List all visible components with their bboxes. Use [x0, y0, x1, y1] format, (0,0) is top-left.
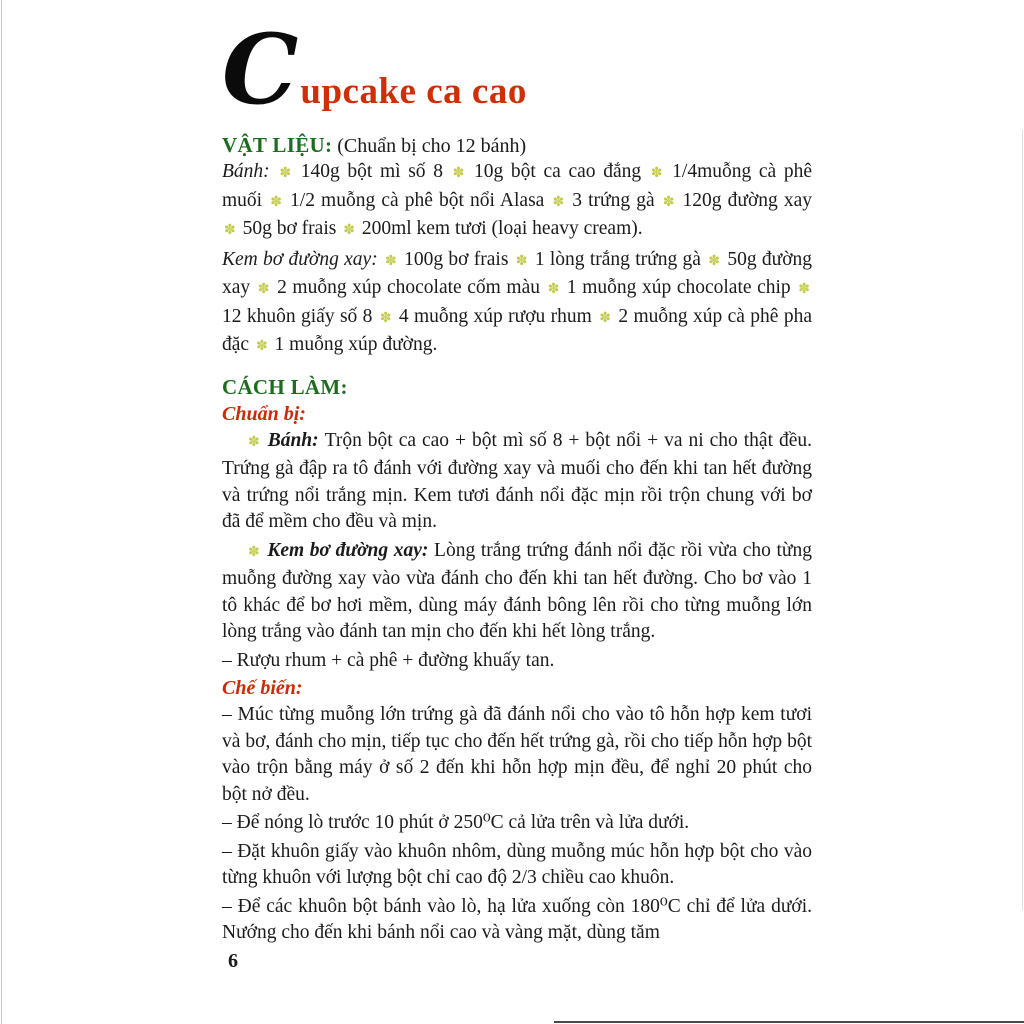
- star-separator-icon: ✽: [650, 166, 663, 181]
- star-separator-icon: ✽: [708, 253, 721, 269]
- method-paragraph: – Để các khuôn bột bánh vào lò, hạ lửa xuống còn 180⁰C chỉ để lửa dưới. Nướng cho đến khi bánh nổi cao và vàng mặt, dùng tăm: [222, 895, 812, 943]
- star-separator-icon: ✽: [599, 310, 611, 326]
- scan-edge-bottom: [554, 1021, 1024, 1023]
- method-paragraph-lead: Bánh:: [267, 429, 325, 451]
- star-separator-icon: ✽: [343, 223, 355, 238]
- star-separator-icon: ✽: [248, 544, 260, 560]
- materials-note: (Chuẩn bị cho 12 bánh): [337, 135, 527, 157]
- page-title: [222, 13, 812, 126]
- method-paragraph: ✽ Kem bơ đường xay: Lòng trắng trứng đánh nổi đặc rồi vừa cho từng muỗng đường xay vào vừa đánh cho đến khi tan hết đường. Cho bơ vào 1 tô khác để bơ hơi mềm, dùng máy đánh bông lên rồi cho từng muỗng lớn lòng trắng vào đánh tan mịn cho đến khi hết lòng trắng.: [222, 539, 812, 642]
- method-paragraph: – Để nóng lò trước 10 phút ở 250⁰C cả lửa trên và lửa dưới.: [222, 812, 690, 833]
- ingredient-groups: [222, 159, 812, 361]
- star-separator-icon: ✽: [547, 282, 560, 297]
- star-separator-icon: ✽: [279, 166, 292, 181]
- star-separator-icon: ✽: [662, 194, 675, 210]
- star-separator-icon: ✽: [379, 310, 392, 326]
- star-separator-icon: ✽: [248, 434, 260, 450]
- star-separator-icon: ✽: [452, 166, 465, 181]
- star-separator-icon: ✽: [515, 253, 528, 269]
- title-text: upcake ca cao: [300, 71, 527, 112]
- ingredient-group: Kem bơ đường xay: ✽ 100g bơ frais ✽ 1 lòng trắng trứng gà ✽ 50g đường xay ✽ 2 muỗng xúp chocolate cốm màu ✽ 1 muỗng xúp chocolate chip ✽ 12 khuôn giấy số 8 ✽ 4 muỗng xúp rượu rhum ✽ 2 muỗng xúp cà phê pha đặc ✽ 1 muỗng xúp đường.: [222, 248, 813, 355]
- method-subheading: Chế biến:: [222, 677, 303, 699]
- method-heading: CÁCH LÀM:: [222, 374, 348, 399]
- star-separator-icon: ✽: [798, 282, 811, 297]
- star-separator-icon: ✽: [552, 194, 565, 210]
- scan-edge-right: [1022, 130, 1023, 910]
- star-separator-icon: ✽: [385, 253, 397, 269]
- method-paragraph-lead: Kem bơ đường xay:: [267, 539, 435, 561]
- title-drop-cap: C: [222, 13, 299, 126]
- method-paragraph: ✽ Bánh: Trộn bột ca cao + bột mì số 8 + bột nổi + va ni cho thật đều. Trứng gà đập ra tô đánh với đường xay và muối cho đến khi tan hết đường và trứng nổi trắng mịn. Kem tươi đánh nổi đặc mịn rồi trộn chung với bơ đã để mềm cho đều và mịn.: [222, 429, 812, 532]
- star-separator-icon: ✽: [255, 339, 268, 354]
- ingredient-group-label: Bánh:: [222, 161, 270, 182]
- ingredient-group: Bánh: ✽ 140g bột mì số 8 ✽ 10g bột ca cao đắng ✽ 1/4muỗng cà phê muối ✽ 1/2 muỗng cà phê bột nổi Alasa ✽ 3 trứng gà ✽ 120g đường xay ✽ 50g bơ frais ✽ 200ml kem tươi (loại heavy cream).: [222, 161, 813, 239]
- ingredient-group-label: Kem bơ đường xay:: [222, 248, 378, 270]
- page-number: 6: [228, 950, 238, 972]
- star-separator-icon: ✽: [270, 194, 282, 210]
- star-separator-icon: ✽: [224, 223, 236, 238]
- materials-heading: VẬT LIỆU:: [222, 133, 333, 157]
- method-paragraph: – Múc từng muỗng lớn trứng gà đã đánh nổi cho vào tô hỗn hợp kem tươi và bơ, đánh cho mịn, tiếp tục cho đến hết trứng gà, rồi cho tiếp hỗn hợp bột vào trộn bằng máy ở số 2 đến khi hỗn hợp mịn đều, để nghỉ 20 phút cho bột nở đều.: [222, 704, 812, 805]
- method-subheading: Chuẩn bị:: [222, 402, 306, 425]
- materials-heading-row: [222, 133, 812, 158]
- page-content: [222, 13, 813, 949]
- star-separator-icon: ✽: [257, 282, 270, 297]
- scan-edge-left: [1, 0, 2, 1024]
- method-sections: [222, 403, 812, 947]
- method-paragraph: – Đặt khuôn giấy vào khuôn nhôm, dùng muỗng múc hỗn hợp bột cho vào từng khuôn với lượng bột chỉ cao độ 2/3 chiều cao khuôn.: [222, 840, 812, 888]
- method-paragraph: – Rượu rhum + cà phê + đường khuấy tan.: [222, 649, 555, 671]
